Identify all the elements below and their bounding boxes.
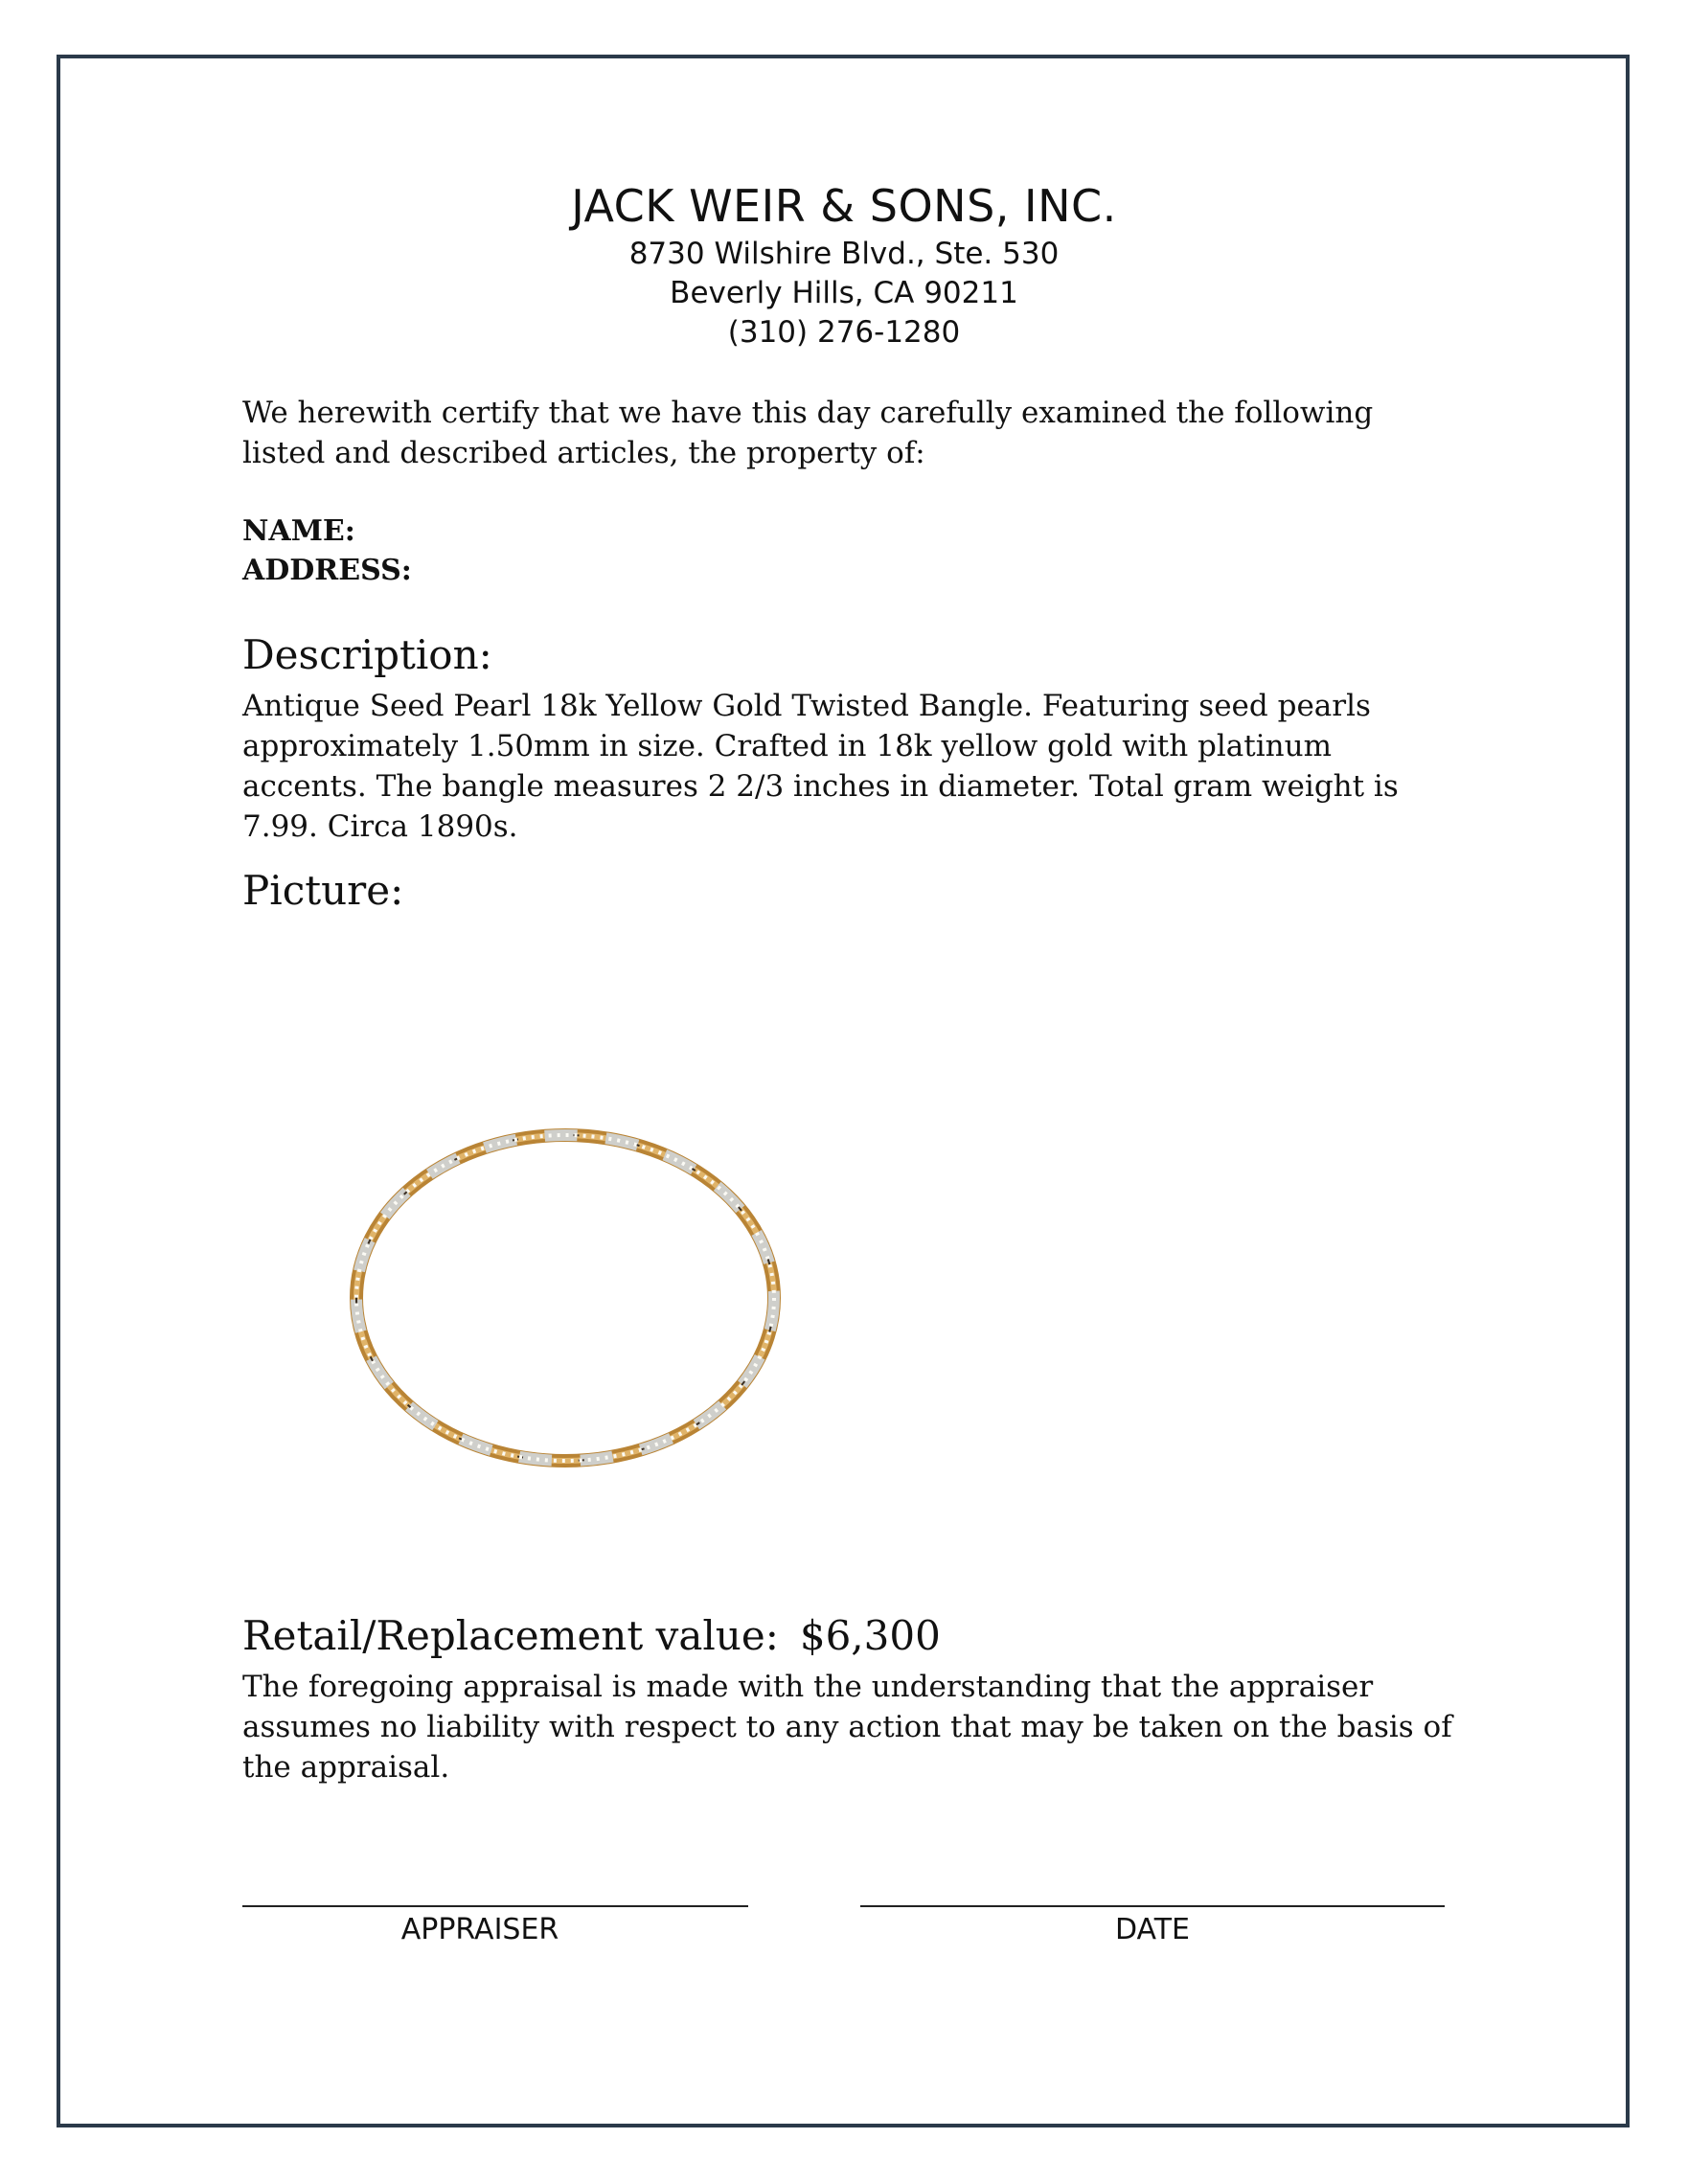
disclaimer-text: The foregoing appraisal is made with the understanding that the appraiser assumes no liability with respect to any action that may be taken on the basis of the appraisal. [242, 1670, 1452, 1785]
appraiser-label: APPRAISER [400, 1913, 559, 1946]
value-label: Retail/Replacement value: [242, 1612, 779, 1659]
street-address: 8730 Wilshire Blvd., Ste. 530 [628, 237, 1060, 271]
certification-statement: We herewith certify that we have this day carefully examined the following listed and described articles, the property of: [242, 396, 1374, 470]
bangle-photo [345, 1121, 786, 1475]
date-label: DATE [1114, 1913, 1191, 1946]
owner-fields [242, 512, 1459, 590]
date-signature-line [860, 1905, 1445, 1907]
phone-number: (310) 276-1280 [727, 315, 961, 350]
name-label: NAME: [242, 514, 355, 548]
city-address: Beverly Hills, CA 90211 [670, 276, 1018, 310]
description-heading: Description: [242, 631, 492, 678]
picture-heading: Picture: [242, 867, 404, 914]
letterhead [0, 177, 1688, 353]
company-name: JACK WEIR & SONS, INC. [571, 180, 1117, 232]
description-body: Antique Seed Pearl 18k Yellow Gold Twisted Bangle. Featuring seed pearls approximately 1.50mm in size. Crafted in 18k yellow gold with platinum accents. The bangle measures 2 2/3 inches in diameter. Total gram weight is 7.99. Circa 1890s. [242, 689, 1399, 844]
appraiser-signature-line [242, 1905, 748, 1907]
address-label: ADDRESS: [242, 554, 412, 587]
value-amount: $6,300 [799, 1612, 941, 1659]
document-border [57, 55, 1630, 2127]
value-line [242, 1609, 1459, 1663]
